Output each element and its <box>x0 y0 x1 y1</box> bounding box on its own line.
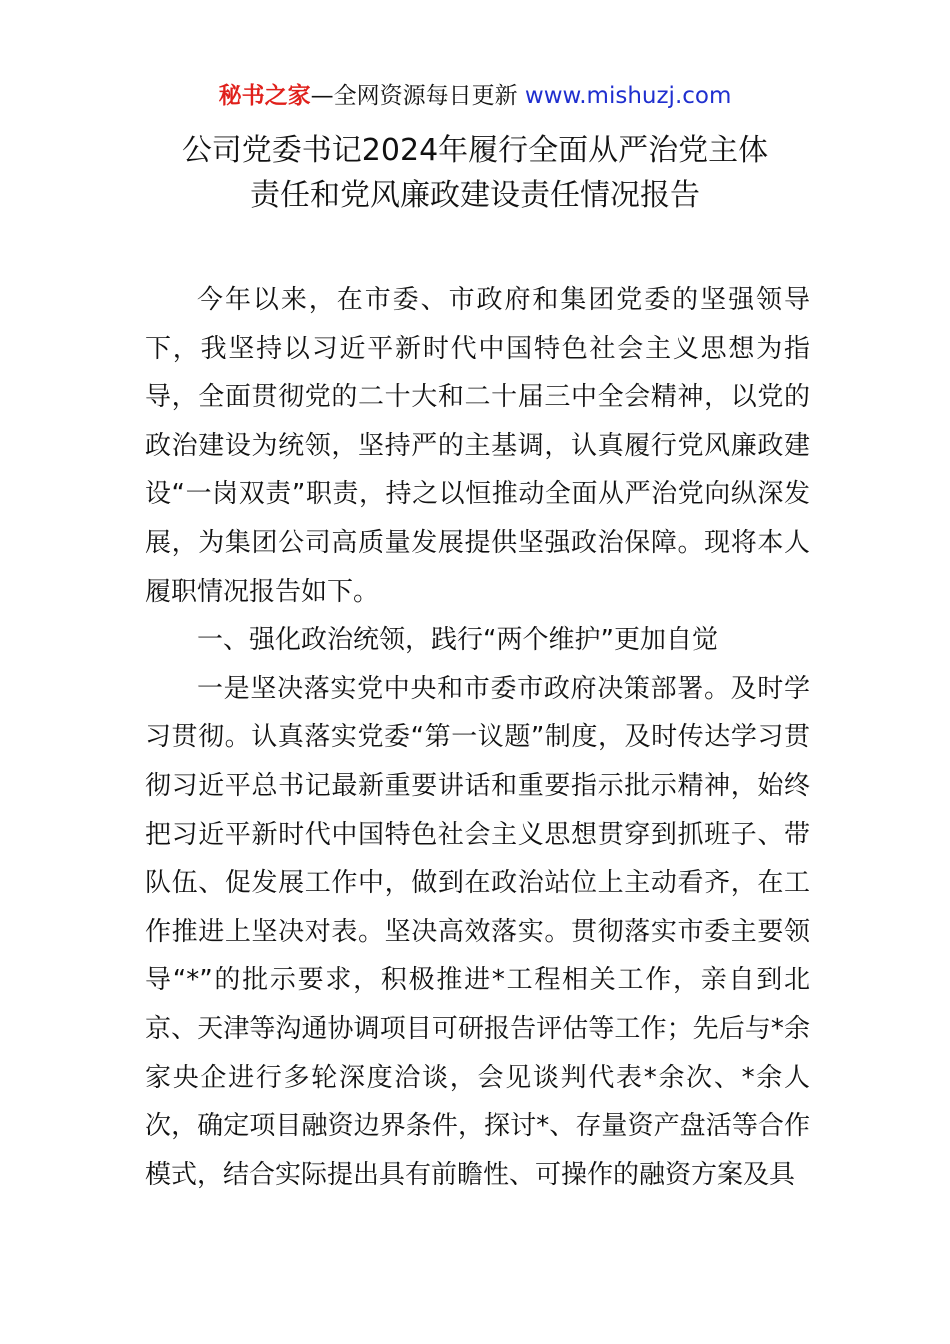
document-title <box>0 128 950 218</box>
document-body <box>145 276 810 1199</box>
site-url-link[interactable]: www.mishuzj.com <box>524 83 732 109</box>
section-heading-1: 一、强化政治统领，践行“两个维护”更加自觉 <box>197 625 718 656</box>
site-banner <box>0 80 950 112</box>
title-line-1: 公司党委书记2024年履行全面从严治党主体 <box>181 133 769 168</box>
title-line-2: 责任和党风廉政建设责任情况报告 <box>250 178 700 213</box>
banner-tagline: —全网资源每日更新 <box>310 83 525 109</box>
body-paragraph-intro: 今年以来，在市委、市政府和集团党委的坚强领导下，我坚持以习近平新时代中国特色社会主义思想为指导，全面贯彻党的二十大和二十届三中全会精神，以党的政治建设为统领，坚持严的主基调，认真履行党风廉政建设“一岗双责”职责，持之以恒推动全面从严治党向纵深发展，为集团公司高质量发展提供坚强政治保障。现将本人履职情况报告如下。 <box>145 285 810 607</box>
brand-name: 秘书之家 <box>218 83 311 109</box>
body-paragraph-1: 一是坚决落实党中央和市委市政府决策部署。及时学习贯彻。认真落实党委“第一议题”制度，及时传达学习贯彻习近平总书记最新重要讲话和重要指示批示精神，始终把习近平新时代中国特色社会主义思想贯穿到抓班子、带队伍、促发展工作中，做到在政治站位上主动看齐，在工作推进上坚决对表。坚决高效落实。贯彻落实市委主要领导“*”的批示要求，积极推进*工程相关工作，亲自到北京、天津等沟通协调项目可研报告评估等工作；先后与*余家央企进行多轮深度洽谈，会见谈判代表*余次、*余人次，确定项目融资边界条件，探讨*、存量资产盘活等合作模式，结合实际提出具有前瞻性、可操作的融资方案及具 <box>145 673 810 1190</box>
